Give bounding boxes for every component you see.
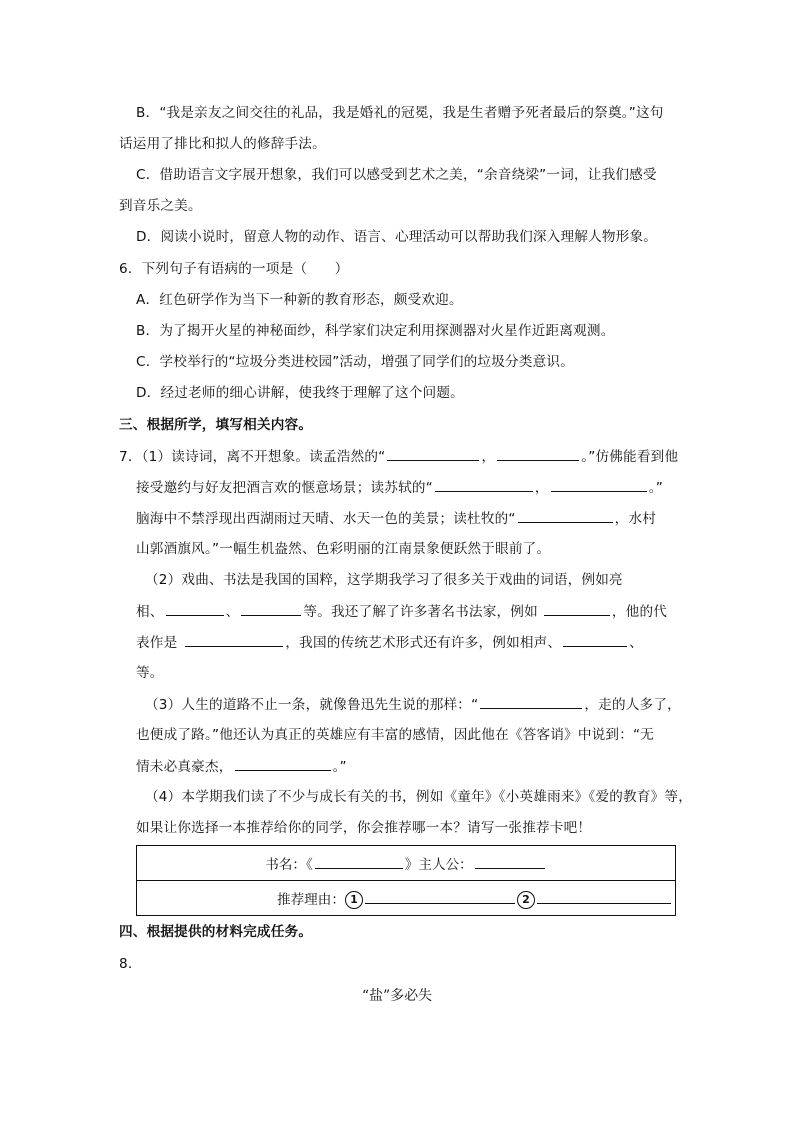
q7-p1-line2: 接受邀约与好友把酒言欢的惬意场景；读苏轼的“ ， 。” [136, 477, 663, 498]
circle-number-2: 2 [517, 891, 535, 909]
recommendation-card [136, 845, 676, 916]
section-4-heading: 四、根据提供的材料完成任务。 [119, 924, 313, 940]
q6-option-c: C．学校举行的“垃圾分类进校园”活动，增强了同学们的垃圾分类意识。 [136, 354, 574, 370]
reason-blank-1[interactable] [365, 889, 515, 904]
blank[interactable] [235, 756, 331, 771]
blank[interactable] [387, 446, 479, 461]
q6-option-d: D．经过老师的细心讲解，使我终于理解了这个问题。 [136, 385, 464, 401]
q8-number: 8． [119, 956, 142, 972]
blank[interactable] [544, 601, 610, 616]
q6-stem: 6．下列句子有语病的一项是（ ） [119, 261, 349, 277]
blank[interactable] [551, 477, 647, 492]
q5-option-b-line2: 话运用了排比和拟人的修辞手法。 [119, 136, 326, 152]
q7-p4-line1: （4）本学期我们读了不少与成长有关的书，例如《童年》《小英雄雨来》《爱的教育》等， [145, 789, 692, 805]
q5-option-b-line1: B．“我是亲友之间交往的礼品，我是婚礼的冠冕，我是生者赠予死者最后的祭奠。”这句 [136, 105, 664, 121]
blank[interactable] [241, 601, 301, 616]
q7-p3-line2: 也便成了路。”他还认为真正的英雄应有丰富的感情，因此他在《答客诮》中说到：“无 [136, 727, 655, 743]
q7-p2-line1: （2）戏曲、书法是我国的国粹，这学期我学习了很多关于戏曲的词语，例如亮 [145, 572, 623, 588]
q7-p1-line3: 脑海中不禁浮现出西湖雨过天晴、水天一色的美景；读杜牧的“ ，水村 [136, 508, 656, 529]
q7-p1-line4: 山郭酒旗风。”一幅生机盎然、色彩明丽的江南景象便跃然于眼前了。 [136, 541, 551, 557]
blank[interactable] [166, 601, 224, 616]
blank[interactable] [480, 694, 582, 709]
protagonist-blank[interactable] [475, 854, 545, 869]
blank[interactable] [185, 632, 283, 647]
q7-p3-line3: 情未必真豪杰， 。” [136, 756, 347, 777]
card-row-book: 书名：《 》主人公： [137, 846, 676, 881]
q5-option-c-line1: C．借助语言文字展开想象，我们可以感受到艺术之美，“余音绕梁”一词，让我们感受 [136, 167, 657, 183]
blank[interactable] [497, 446, 579, 461]
q7-p3-line1: （3）人生的道路不止一条，就像鲁迅先生说的那样：“ ，走的人多了， [145, 694, 681, 715]
section-3-heading: 三、根据所学，填写相关内容。 [119, 417, 313, 433]
q6-option-b: B．为了揭开火星的神秘面纱，科学家们决定利用探测器对火星作近距离观测。 [136, 323, 615, 339]
q7-p1-line1: 7．（1）读诗词，离不开想象。读孟浩然的“ ， 。”仿佛能看到他 [119, 446, 678, 467]
blank[interactable] [435, 477, 533, 492]
blank[interactable] [518, 508, 613, 523]
blank[interactable] [563, 632, 627, 647]
q6-option-a: A．红色研学作为当下一种新的教育形态，颇受欢迎。 [136, 292, 463, 308]
reason-blank-2[interactable] [537, 889, 671, 904]
q7-p2-line3: 表作是 ，我国的传统艺术形式还有许多，例如相声、 、 [136, 632, 643, 653]
q8-article-title: “盐”多必失 [361, 988, 433, 1004]
q5-option-d: D．阅读小说时，留意人物的动作、语言、心理活动可以帮助我们深入理解人物形象。 [136, 229, 658, 245]
q5-option-c-line2: 到音乐之美。 [119, 198, 202, 214]
q7-p2-line2: 相、 、 等。我还了解了许多著名书法家，例如 ，他的代 [136, 601, 667, 622]
q7-p2-line4: 等。 [136, 665, 164, 681]
card-row-reason: 推荐理由： 1 2 [137, 881, 676, 916]
circle-number-1: 1 [345, 891, 363, 909]
q7-p4-line2: 如果让你选择一本推荐给你的同学，你会推荐哪一本？请写一张推荐卡吧！ [136, 820, 592, 836]
book-title-blank[interactable] [315, 854, 403, 869]
